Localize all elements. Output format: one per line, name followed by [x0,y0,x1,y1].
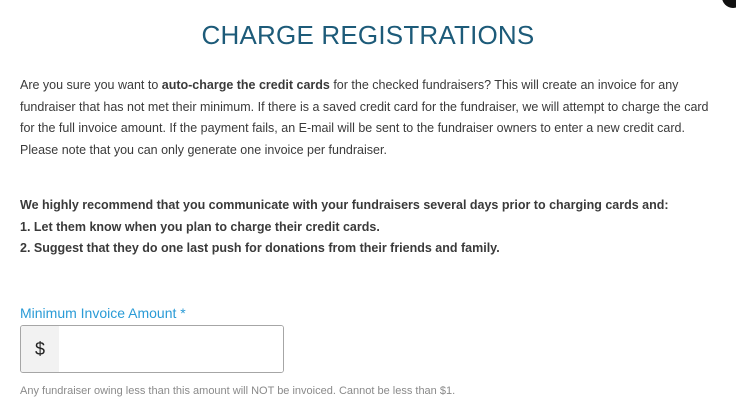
recommendation-item-2: 2. Suggest that they do one last push for donations from their friends and family. [20,241,500,255]
minimum-invoice-label: Minimum Invoice Amount * [20,305,186,321]
modal-title: CHARGE REGISTRATIONS [201,20,535,50]
minimum-invoice-help: Any fundraiser owing less than this amount will NOT be invoiced. Cannot be less than $1. [20,385,456,397]
intro-text-bold: auto-charge the credit cards [161,78,330,92]
recommendation-block [20,195,720,260]
close-icon[interactable] [722,0,736,8]
recommendation-heading: We highly recommend that you communicate with your fundraisers several days prior to charging cards and: [20,198,669,212]
minimum-invoice-field [20,325,284,373]
currency-symbol: $ [21,326,59,372]
minimum-invoice-input[interactable] [59,326,283,372]
intro-text [20,75,720,161]
intro-text-part2: for the checked fundraisers? This will create an invoice for any fundraiser that has not met their minimum. If there is a saved credit card for the fundraiser, we will attempt to charge the card for the full invoice amount. If the payment fails, an E-mail will be sent to the fundraiser owners to enter a new credit card. Please note that you can only generate one invoice per fundraiser. [20,78,709,157]
intro-text-part1: Are you sure you want to [20,78,162,92]
recommendation-item-1: 1. Let them know when you plan to charge their credit cards. [20,219,380,234]
